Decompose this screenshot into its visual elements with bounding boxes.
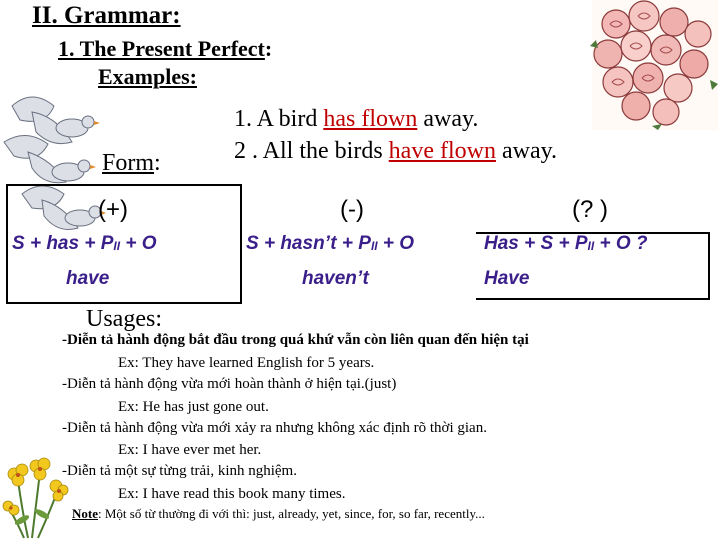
usage-1: -Diễn tả hành động bắt đầu trong quá khứ vẫn còn liên quan đến hiện tại xyxy=(62,332,529,348)
symbol-negative: (-) xyxy=(340,196,364,223)
example-2: 2 . All the birds have flown away. xyxy=(234,138,558,164)
subheading: 1. The Present Perfect: xyxy=(58,36,273,61)
usages-label: Usages: xyxy=(86,306,162,332)
formula-positive: S + has + PII + O xyxy=(12,233,157,254)
symbol-positive: (+) xyxy=(98,196,128,223)
usage-3: -Diễn tả hành động vừa mới xảy ra nhưng không xác định rõ thời gian. xyxy=(62,420,487,436)
heading: II. Grammar: xyxy=(32,2,181,29)
flowers-image xyxy=(0,450,72,540)
usage-4-example: Ex: I have read this book many times. xyxy=(118,486,346,502)
formula-question: Has + S + PII + O ? xyxy=(484,233,648,254)
note-text: : Một số từ thường đi với thì: just, already, yet, since, for, so far, recently... xyxy=(98,506,485,521)
usage-2: -Diễn tả hành động vừa mới hoàn thành ở hiện tại.(just) xyxy=(62,376,397,392)
formula-negative: S + hasn’t + PII + O xyxy=(246,233,415,254)
example-1: 1. A bird has flown away. xyxy=(234,106,479,132)
usage-1-example: Ex: They have learned English for 5 years. xyxy=(118,355,375,371)
symbol-question: (? ) xyxy=(572,196,608,223)
note-label: Note xyxy=(72,506,98,521)
formula-negative-alt: haven’t xyxy=(302,268,369,289)
formula-question-alt: Have xyxy=(484,268,530,289)
roses-image xyxy=(588,0,720,132)
formula-positive-alt: have xyxy=(66,268,110,289)
form-label: Form: xyxy=(102,150,161,176)
examples-label: Examples: xyxy=(98,64,197,89)
note xyxy=(72,506,485,522)
usage-2-example: Ex: He has just gone out. xyxy=(118,399,269,415)
usage-3-example: Ex: I have ever met her. xyxy=(118,442,262,458)
usage-4: -Diễn tả một sự từng trải, kinh nghiệm. xyxy=(62,463,297,479)
